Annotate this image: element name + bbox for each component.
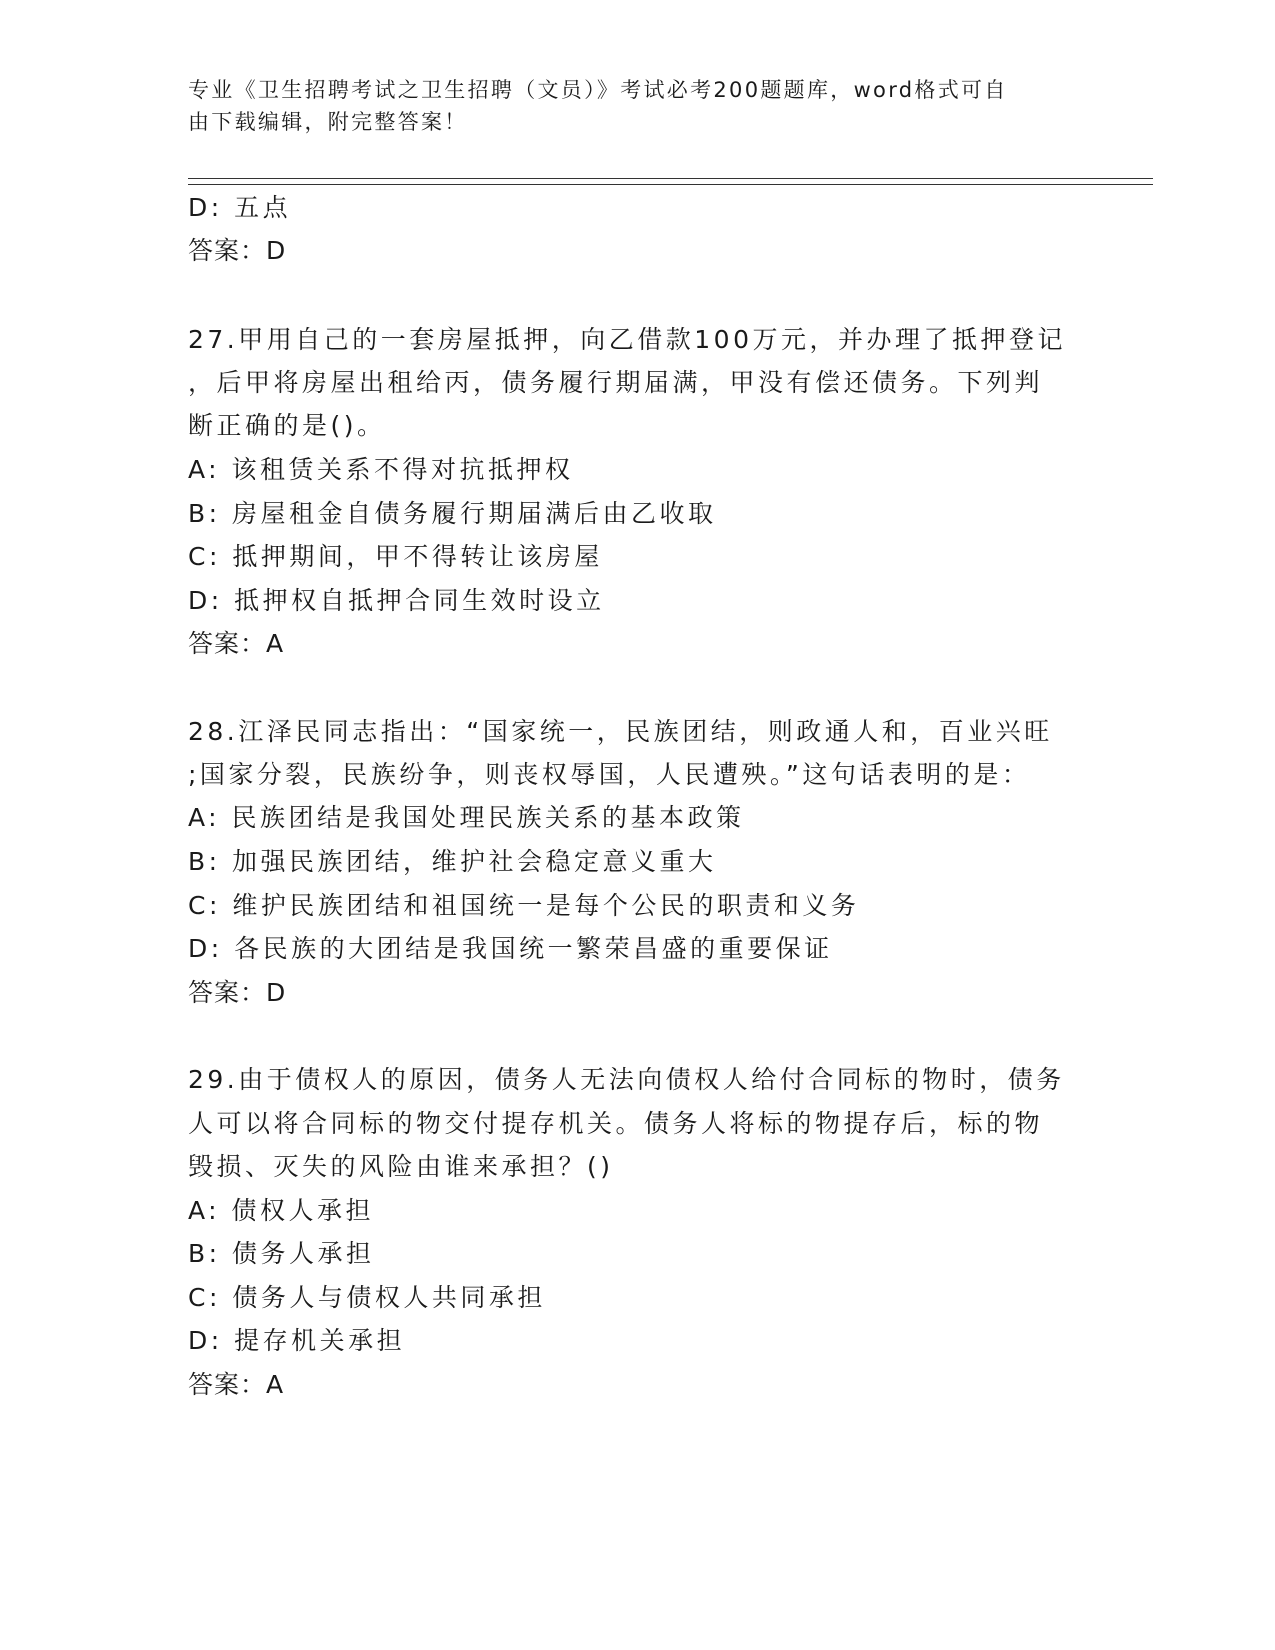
q29-stem-line-3: 毁损、灭失的风险由谁来承担？() (188, 1152, 614, 1181)
q29-stem-line-1: 29.由于债权人的原因，债务人无法向债权人给付合同标的物时，债务 (188, 1065, 1065, 1094)
q27-option-b: B: 房屋租金自债务履行期届满后由乙收取 (188, 499, 717, 528)
q29-stem-line-2: 人可以将合同标的物交付提存机关。债务人将标的物提存后，标的物 (188, 1109, 1044, 1138)
q28-option-a: A: 民族团结是我国处理民族关系的基本政策 (188, 803, 745, 832)
q27-option-c: C: 抵押期间，甲不得转让该房屋 (188, 542, 603, 571)
header-title-line-1: 专业《卫生招聘考试之卫生招聘（文员）》考试必考200题题库，word格式可自 (188, 78, 1008, 102)
q27-stem-line-3: 断正确的是()。 (188, 411, 386, 440)
header-divider-top (188, 178, 1153, 179)
q29-option-a: A: 债权人承担 (188, 1196, 375, 1225)
q28-stem-line-2: ;国家分裂，民族纷争，则丧权辱国，人民遭殃。”这句话表明的是： (188, 760, 1031, 789)
q27-stem-line-2: ，后甲将房屋出租给丙，债务履行期届满，甲没有偿还债务。下列判 (188, 368, 1044, 397)
page-header (188, 74, 1068, 138)
q29-option-d: D: 提存机关承担 (188, 1326, 406, 1355)
q27-option-a: A: 该租赁关系不得对抗抵押权 (188, 455, 574, 484)
q28-option-d: D: 各民族的大团结是我国统一繁荣昌盛的重要保证 (188, 934, 833, 963)
q29-option-c: C: 债务人与债权人共同承担 (188, 1283, 546, 1312)
q29-answer: 答案：A (188, 1370, 285, 1399)
q29-option-b: B: 债务人承担 (188, 1239, 375, 1268)
header-divider-bottom (188, 184, 1153, 185)
q27-answer: 答案：A (188, 629, 285, 658)
q27-option-d: D: 抵押权自抵押合同生效时设立 (188, 586, 605, 615)
prev-answer: 答案：D (188, 236, 287, 265)
q27-stem-line-1: 27.甲用自己的一套房屋抵押，向乙借款100万元，并办理了抵押登记 (188, 325, 1066, 354)
prev-option-d: D: 五点 (188, 193, 292, 222)
header-title-line-2: 由下载编辑，附完整答案！ (188, 110, 468, 134)
q28-stem-line-1: 28.江泽民同志指出：“国家统一，民族团结，则政通人和，百业兴旺 (188, 717, 1053, 746)
q28-option-b: B: 加强民族团结，维护社会稳定意义重大 (188, 847, 717, 876)
q28-option-c: C: 维护民族团结和祖国统一是每个公民的职责和义务 (188, 891, 860, 920)
q28-answer: 答案：D (188, 978, 287, 1007)
